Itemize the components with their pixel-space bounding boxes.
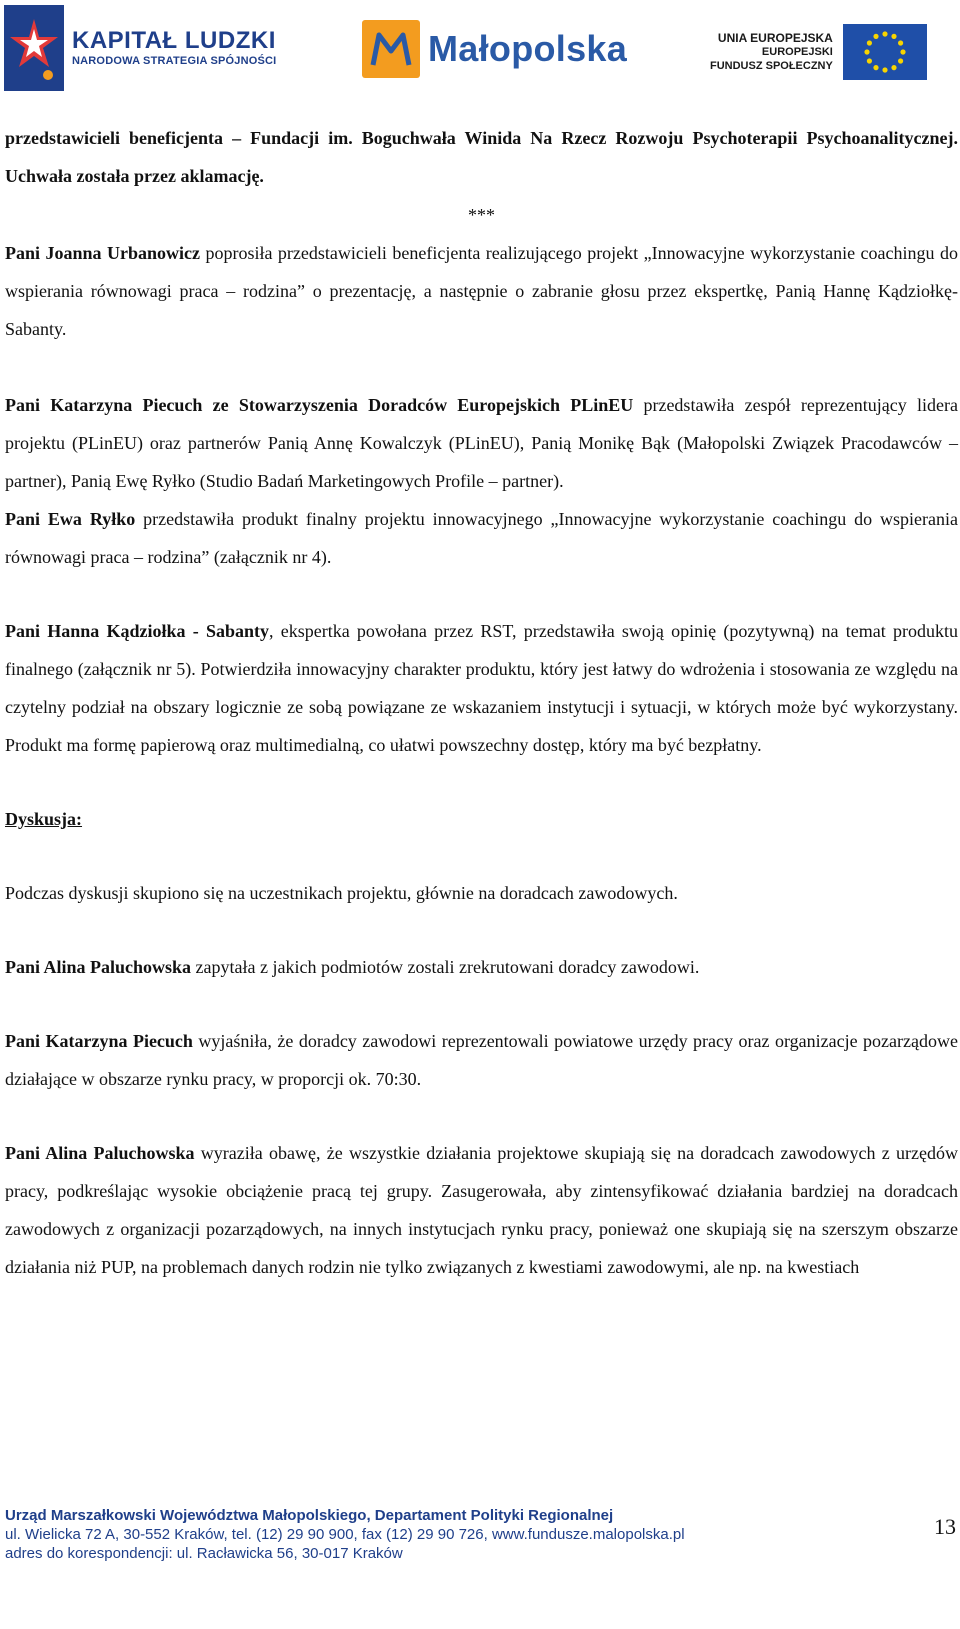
eu-line-2: EUROPEJSKI [761, 46, 833, 58]
section-separator: *** [468, 205, 495, 225]
paragraph-text: przedstawiła produkt finalny projektu innowacyjnego „Innowacyjne wykorzystanie coachingu do wspierania równowagi praca – rodzina” (załącznik nr 4). [5, 509, 959, 567]
page-footer [5, 1506, 958, 1626]
paragraph [5, 234, 958, 348]
footer-address: ul. Wielicka 72 A, 30-552 Kraków, tel. (12) 29 90 900, fax (12) 29 90 726, www.fundusze.malopolska.pl [5, 1526, 685, 1543]
kapital-ludzki-title: KAPITAŁ LUDZKI [72, 27, 276, 54]
paragraph [5, 1134, 958, 1286]
paragraph-text: poprosiła przedstawicieli beneficjenta realizującego projekt „Innowacyjne wykorzystanie coachingu do wspierania równowagi praca – rodzina” o prezentację, a następnie o zabranie głosu przez ekspertkę, Panią Hannę Kądziołkę-Sabanty. [5, 243, 958, 339]
speaker-name: Pani Hanna Kądziołka - Sabanty [5, 621, 269, 641]
footer-correspondence: adres do korespondencji: ul. Racławicka 56, 30-017 Kraków [5, 1545, 403, 1562]
speaker-name: Pani Joanna Urbanowicz [5, 243, 200, 263]
kapital-ludzki-star-icon [4, 5, 64, 91]
paragraph-text: zapytała z jakich podmiotów zostali zrekrutowani doradcy zawodowi. [191, 957, 700, 977]
kapital-ludzki-logo [4, 2, 276, 94]
speaker-name: Pani Alina Paluchowska [5, 1143, 195, 1163]
eu-flag-icon [843, 24, 927, 80]
paragraph-text: , ekspertka powołana przez RST, przedstawiła swoją opinię (pozytywną) na temat produktu finalnego (załącznik nr 5). Potwierdziła innowacyjny charakter produktu, który jest łatwy do wdrożenia i stosowania ze względu na czytelny podział na obszary logicznie ze sobą powiązane ze wskazaniem instytucji i sytuacji, w których może być wykorzystany. Produkt ma formę papierową oraz multimedialną, co ułatwi powszechny dostęp, który ma być bezpłatny. [5, 621, 958, 755]
paragraph [5, 1022, 958, 1098]
speaker-name: Pani Katarzyna Piecuch [5, 1031, 193, 1051]
page-number: 13 [934, 1514, 956, 1539]
paragraph: Podczas dyskusji skupiono się na uczestnikach projektu, głównie na doradcach zawodowych. [5, 883, 678, 903]
paragraph-text: przedstawiła zespół reprezentujący lidera projektu (PLinEU) oraz partnerów Panią Annę Kowalczyk (PLinEU), Panią Monikę Bąk (Małopolski Związek Pracodawców – partner), Panią Ewę Ryłko (Studio Badań Marketingowych Profile – partner). [5, 395, 958, 491]
page-header [0, 0, 960, 100]
paragraph-text: przedstawicieli beneficjenta – Fundacji im. Boguchwała Winida Na Rzecz Rozwoju Psychoterapii Psychoanalitycznej. Uchwała została przez aklamację. [5, 128, 958, 186]
malopolska-logo [362, 18, 627, 80]
speaker-name: Pani Ewa Ryłko [5, 509, 136, 529]
paragraph-text: wyjaśniła, że doradcy zawodowi reprezentowali powiatowe urzędy pracy oraz organizacje pozarządowe działające w obszarze rynku pracy, w proporcji ok. 70:30. [5, 1031, 958, 1089]
malopolska-wordmark: Małopolska [428, 28, 628, 69]
footer-office: Urząd Marszałkowski Województwa Małopolskiego, Departament Polityki Regionalnej [5, 1507, 614, 1524]
eu-logo [710, 24, 927, 80]
paragraph [5, 500, 958, 576]
paragraph [5, 386, 958, 500]
eu-line-3: FUNDUSZ SPOŁECZNY [710, 60, 833, 72]
paragraph [5, 948, 958, 986]
malopolska-emblem-icon [362, 20, 420, 78]
paragraph-text: wyraziła obawę, że wszystkie działania projektowe skupiają się na doradcach zawodowych z urzędów pracy, podkreślając wysokie obciążenie pracą tej grupy. Zasugerowała, aby zintensyfikować działania bardziej na doradcach zawodowych z organizacji pozarządowych, na innych instytucjach rynku pracy, ponieważ one skupiają się na szerszym obszarze działania niż PUP, na problemach danych rodzin nie tylko związanych z kwestiami zawodowymi, ale np. na kwestiach [5, 1143, 958, 1277]
eu-line-1: UNIA EUROPEJSKA [717, 31, 833, 45]
document-body [5, 119, 958, 1286]
speaker-name: Pani Alina Paluchowska [5, 957, 192, 977]
paragraph [5, 119, 958, 195]
speaker-name: Pani Katarzyna Piecuch ze Stowarzyszenia Doradców Europejskich PLinEU [5, 395, 634, 415]
paragraph [5, 612, 958, 764]
heading-text: Dyskusja: [5, 809, 83, 829]
section-heading [5, 800, 958, 838]
kapital-ludzki-subtitle: NARODOWA STRATEGIA SPÓJNOŚCI [72, 55, 277, 67]
